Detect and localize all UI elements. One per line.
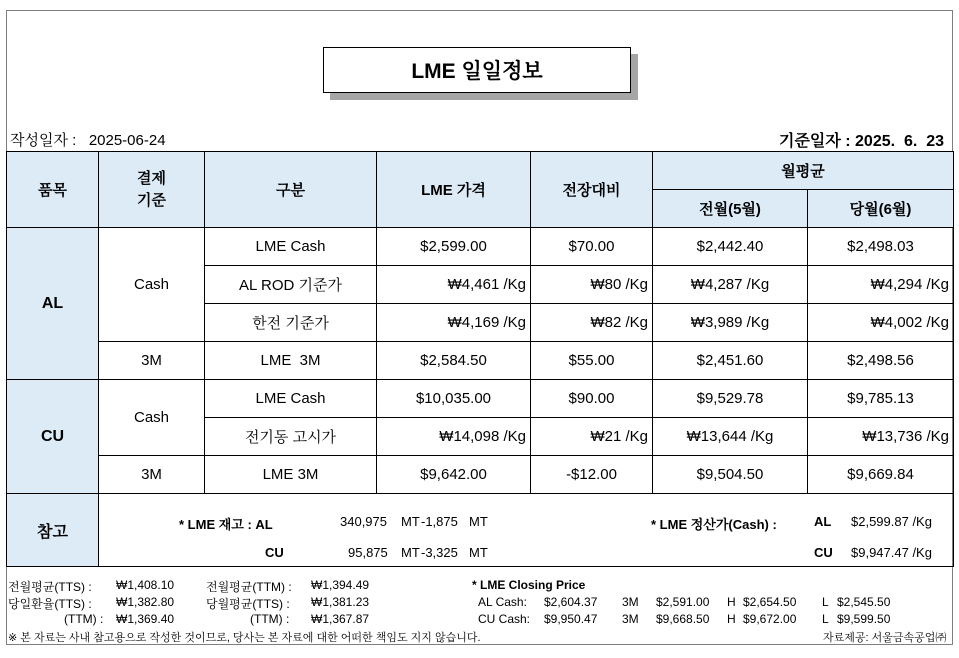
- al-row-diff: $70.00: [531, 228, 653, 266]
- fx-label: 당월평균(TTS) :: [206, 597, 290, 611]
- base-date: 기준일자 : 2025. 6. 23: [778, 133, 944, 150]
- fx-label: (TTM) :: [250, 612, 290, 626]
- settle-al: $2,599.87 /Kg: [851, 514, 932, 529]
- cu-stock-diff-unit: MT: [469, 545, 488, 560]
- closing-value: $9,950.47: [544, 612, 598, 626]
- table-row: [7, 380, 954, 418]
- cu-label: CU: [7, 380, 99, 494]
- cu-row-cur: $9,785.13: [808, 380, 954, 418]
- reference-row: [7, 494, 954, 567]
- closing-value: $9,599.50: [837, 612, 891, 626]
- cu-row-prev: ₩13,644 /Kg: [653, 418, 808, 456]
- al-row-cur: $2,498.56: [808, 342, 954, 380]
- cu-cash-basis: Cash: [99, 380, 205, 456]
- page-title: LME 일일정보: [323, 47, 631, 93]
- al-row-prev: $2,442.40: [653, 228, 808, 266]
- closing-label: 3M: [622, 595, 639, 609]
- header-settlement-l1: 결제: [137, 169, 166, 187]
- fx-label: 당일환율(TTS) :: [8, 597, 92, 611]
- al-stock: 340,975: [340, 514, 387, 529]
- cu-row-prev: $9,529.78: [653, 380, 808, 418]
- al-row-name: LME 3M: [205, 342, 377, 380]
- cu-row-prev: $9,504.50: [653, 456, 808, 494]
- fx-value: ₩1,381.23: [311, 595, 370, 609]
- cu-row-cur: ₩13,736 /Kg: [808, 418, 954, 456]
- al-row-name: 한전 기준가: [205, 304, 377, 342]
- table-row: [7, 342, 954, 380]
- al-row-prev: ₩4,287 /Kg: [653, 266, 808, 304]
- source: 자료제공: 서울금속공업㈜: [823, 632, 947, 644]
- table-row: [7, 228, 954, 266]
- al-row-cur: ₩4,002 /Kg: [808, 304, 954, 342]
- al-row-price: ₩4,169 /Kg: [377, 304, 531, 342]
- settle-cu-label: CU: [814, 545, 833, 560]
- cu-row-name: LME Cash: [205, 380, 377, 418]
- settle-cu: $9,947.47 /Kg: [851, 545, 932, 560]
- fx-value: ₩1,394.49: [311, 578, 370, 592]
- header-prev-month: 전월(5월): [653, 190, 808, 228]
- header-settlement-l2: 기준: [137, 191, 166, 209]
- cu-3m-basis: 3M: [99, 456, 205, 494]
- al-stock-diff-unit: MT: [469, 514, 488, 529]
- fx-value: ₩1,367.87: [311, 612, 370, 626]
- al-stock-unit: MT: [401, 514, 420, 529]
- closing-value: $2,604.37: [544, 595, 598, 609]
- cu-row-diff: ₩21 /Kg: [531, 418, 653, 456]
- al-stock-diff: -1,875: [421, 514, 458, 529]
- cu-stock-diff: -3,325: [421, 545, 458, 560]
- header-prev-diff: 전장대비: [531, 152, 653, 228]
- closing-value: $2,545.50: [837, 595, 891, 609]
- al-row-prev: $2,451.60: [653, 342, 808, 380]
- al-row-cur: $2,498.03: [808, 228, 954, 266]
- cu-stock-label: CU: [265, 545, 284, 560]
- closing-value: $9,672.00: [743, 612, 797, 626]
- cu-row-price: ₩14,098 /Kg: [377, 418, 531, 456]
- closing-value: $9,668.50: [656, 612, 710, 626]
- settle-label: * LME 정산가(Cash) :: [651, 517, 777, 532]
- table-row: [7, 456, 954, 494]
- al-row-prev: ₩3,989 /Kg: [653, 304, 808, 342]
- al-3m-basis: 3M: [99, 342, 205, 380]
- al-row-name: AL ROD 기준가: [205, 266, 377, 304]
- al-row-cur: ₩4,294 /Kg: [808, 266, 954, 304]
- header-category: 구분: [205, 152, 377, 228]
- header-item: 품목: [7, 152, 99, 228]
- al-row-diff: ₩80 /Kg: [531, 266, 653, 304]
- al-label: AL: [7, 228, 99, 380]
- fx-label: 전월평균(TTS) :: [8, 580, 92, 594]
- closing-title: * LME Closing Price: [472, 578, 586, 592]
- disclaimer: ※ 본 자료는 사내 참고용으로 작성한 것이므로, 당사는 본 자료에 대한 어떠한 책임도 지지 않습니다.: [8, 632, 481, 644]
- header-settlement: [99, 152, 205, 228]
- closing-label: H: [727, 595, 736, 609]
- stock-label: * LME 재고 : AL: [179, 517, 273, 532]
- closing-value: $2,591.00: [656, 595, 710, 609]
- al-row-diff: ₩82 /Kg: [531, 304, 653, 342]
- al-row-price: ₩4,461 /Kg: [377, 266, 531, 304]
- cu-row-diff: $90.00: [531, 380, 653, 418]
- fx-value: ₩1,408.10: [116, 578, 175, 592]
- fx-value: ₩1,382.80: [116, 595, 175, 609]
- written-date-value: 2025-06-24: [88, 132, 166, 149]
- al-row-price: $2,584.50: [377, 342, 531, 380]
- closing-value: $2,654.50: [743, 595, 797, 609]
- cu-row-name: 전기동 고시가: [205, 418, 377, 456]
- closing-label: CU Cash:: [478, 612, 531, 626]
- written-date: [10, 129, 166, 150]
- al-row-name: LME Cash: [205, 228, 377, 266]
- al-row-diff: $55.00: [531, 342, 653, 380]
- lme-price-table: [6, 151, 954, 567]
- settle-al-label: AL: [814, 514, 832, 529]
- closing-label: AL Cash:: [478, 595, 527, 609]
- fx-value: ₩1,369.40: [116, 612, 175, 626]
- closing-label: H: [727, 612, 736, 626]
- header-cur-month: 당월(6월): [808, 190, 954, 228]
- cu-row-name: LME 3M: [205, 456, 377, 494]
- reference-content: [99, 494, 954, 567]
- cu-row-diff: -$12.00: [531, 456, 653, 494]
- closing-label: L: [822, 612, 829, 626]
- al-row-price: $2,599.00: [377, 228, 531, 266]
- header-lme-price: LME 가격: [377, 152, 531, 228]
- closing-label: L: [822, 595, 829, 609]
- cu-row-price: $10,035.00: [377, 380, 531, 418]
- cu-stock: 95,875: [348, 545, 388, 560]
- header-monthly-avg: 월평균: [653, 152, 954, 190]
- written-date-label: 작성일자 :: [10, 132, 77, 149]
- fx-label: (TTM) :: [64, 612, 104, 626]
- fx-label: 전월평균(TTM) :: [206, 580, 292, 594]
- reference-label: 참고: [7, 494, 99, 567]
- cu-stock-unit: MT: [401, 545, 420, 560]
- al-cash-basis: Cash: [99, 228, 205, 342]
- closing-label: 3M: [622, 612, 639, 626]
- cu-row-cur: $9,669.84: [808, 456, 954, 494]
- cu-row-price: $9,642.00: [377, 456, 531, 494]
